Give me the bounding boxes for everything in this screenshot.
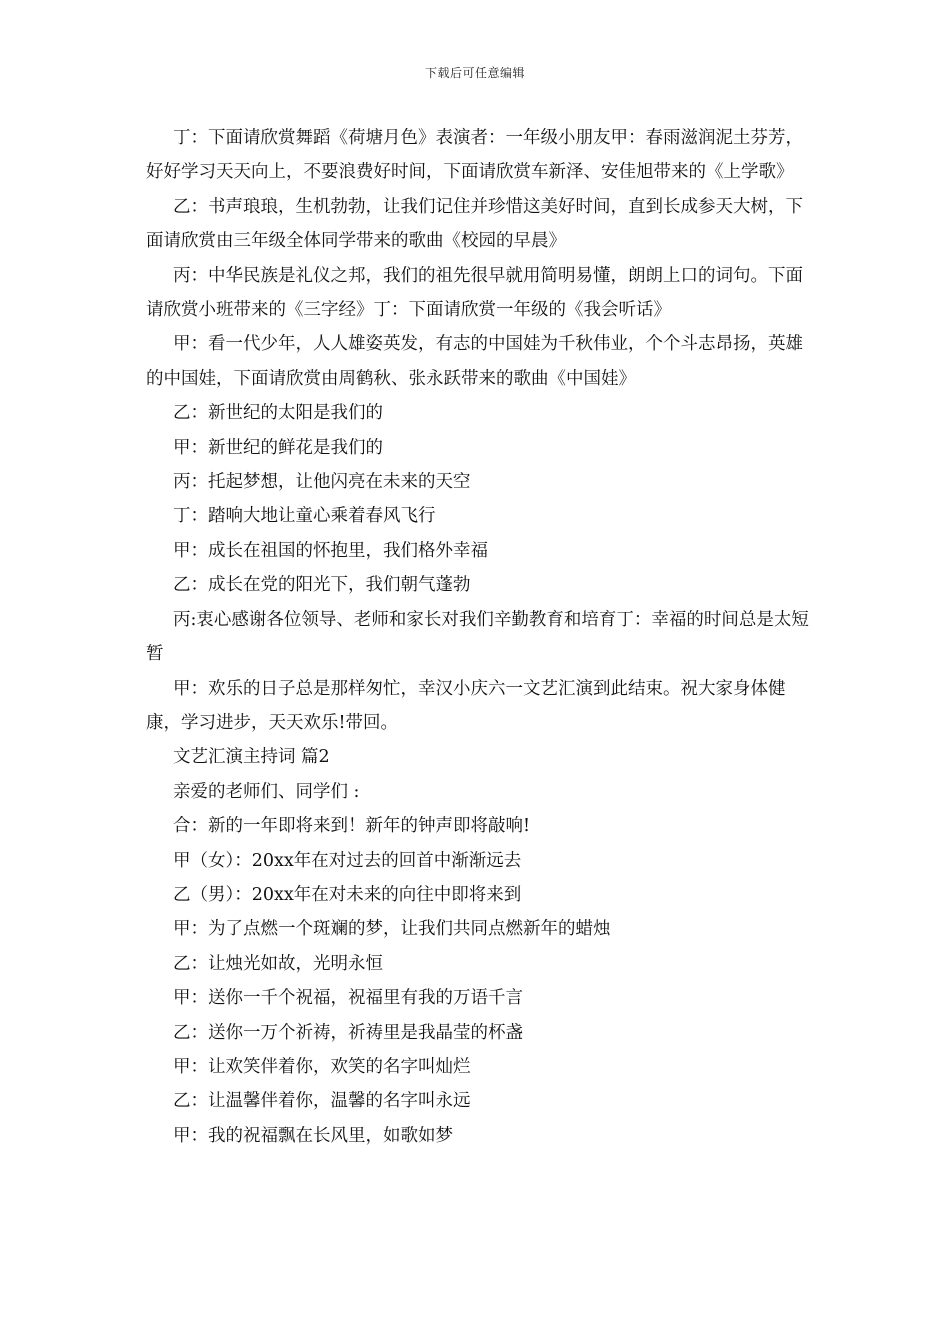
- paragraph: 亲爱的老师们、同学们 :: [173, 781, 360, 802]
- paragraph: 乙：送你一万个祈祷，祈祷里是我晶莹的杯盏: [173, 1022, 523, 1043]
- section-title: 文艺汇演主持词 篇2: [173, 747, 330, 768]
- page-header: 下载后可任意编辑: [424, 66, 525, 80]
- paragraph: 甲：让欢笑伴着你，欢笑的名字叫灿烂: [173, 1056, 471, 1077]
- paragraph: 甲：成长在祖国的怀抱里，我们格外幸福: [173, 540, 488, 561]
- paragraph: 乙：让烛光如故，光明永恒: [173, 953, 383, 974]
- paragraph: 甲：新世纪的鲜花是我们的: [173, 437, 383, 458]
- paragraph: 甲：送你一千个祝福，祝福里有我的万语千言: [173, 988, 523, 1009]
- paragraph: 乙：让温馨伴着你，温馨的名字叫永远: [173, 1091, 471, 1112]
- paragraph: 乙：书声琅琅，生机勃勃，让我们记住并珍惜这美好时间，直到长成参天大树，下面请欣赏由三年级全体同学带来的歌曲《校园的早晨》: [146, 196, 803, 252]
- paragraph: 甲：看一代少年，人人雄姿英发，有志的中国娃为千秋伟业，个个斗志昂扬，英雄的中国娃，下面请欣赏由周鹤秋、张永跃带来的歌曲《中国娃》: [146, 334, 803, 389]
- paragraph: 甲（女）：20xx年在对过去的回首中渐渐远去: [173, 850, 522, 871]
- paragraph: 乙（男）：20xx年在对未来的向往中即将来到: [173, 884, 522, 905]
- paragraph: 丙：中华民族是礼仪之邦，我们的祖先很早就用简明易懂，朗朗上口的词句。下面请欣赏小班带来的《三字经》丁：下面请欣赏一年级的《我会听话》: [146, 265, 803, 321]
- paragraph: 丁：踏响大地让童心乘着春风飞行: [173, 506, 436, 527]
- paragraph: 乙：新世纪的太阳是我们的: [173, 403, 383, 424]
- paragraph: 甲：欢乐的日子总是那样匆忙，幸汉小庆六一文艺汇演到此结束。祝大家身体健康，学习进步，天天欢乐!带回。: [146, 678, 786, 733]
- paragraph: 丙：托起梦想，让他闪亮在未来的天空: [173, 472, 471, 493]
- paragraph: 乙：成长在党的阳光下，我们朝气蓬勃: [173, 575, 471, 596]
- paragraph: 甲：我的祝福飘在长风里，如歌如梦: [173, 1125, 453, 1146]
- document-body: [146, 121, 814, 1153]
- paragraph: 丙:衷心感谢各位领导、老师和家长对我们辛勤教育和培育丁：幸福的时间总是太短暂: [146, 609, 809, 665]
- paragraph: 甲：为了点燃一个斑斓的梦，让我们共同点燃新年的蜡烛: [173, 919, 611, 940]
- paragraph: 合：新的一年即将来到！新年的钟声即将敲响!: [173, 816, 531, 837]
- paragraph: 丁：下面请欣赏舞蹈《荷塘月色》表演者：一年级小朋友甲：春雨滋润泥土芬芳，好好学习天天向上，不要浪费好时间，下面请欣赏车新泽、安佳旭带来的《上学歌》: [146, 128, 803, 183]
